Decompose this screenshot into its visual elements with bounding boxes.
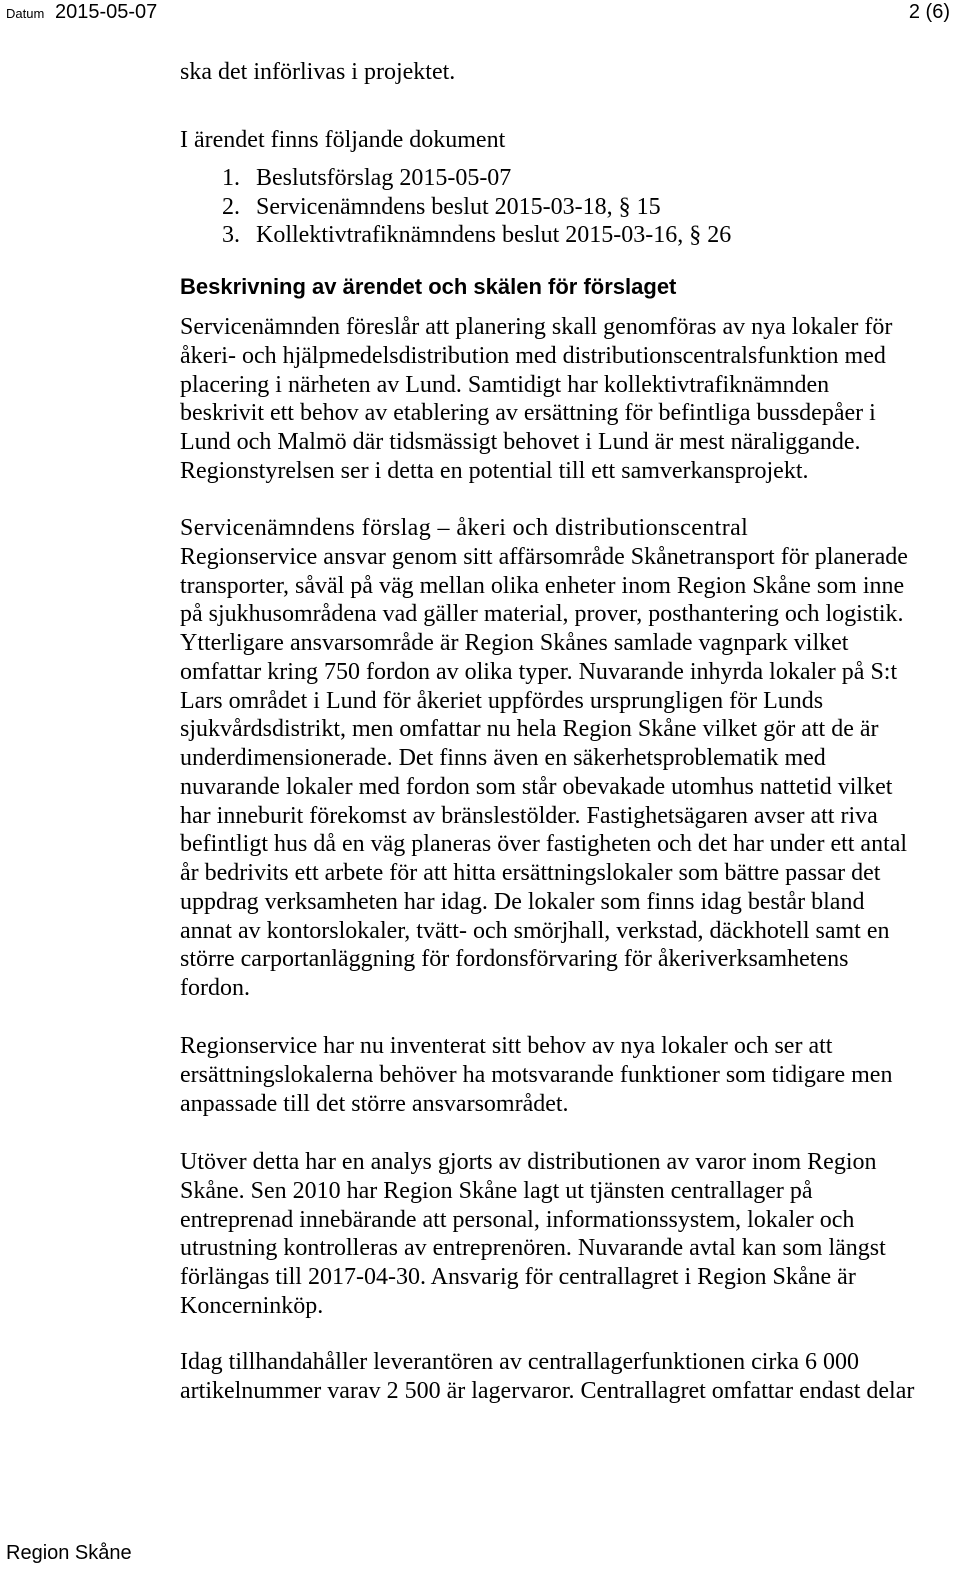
documents-intro-line: I ärendet finns följande dokument	[180, 127, 506, 153]
paragraph-line: sjukvårdsdistrikt, men omfattar nu hela Region Skåne vilket gör att de är	[180, 716, 879, 743]
paragraph-line: åkeri- och hjälpmedelsdistribution med distributionscentralsfunktion med	[180, 342, 886, 369]
documents-intro	[180, 126, 505, 155]
paragraph-line: entreprenad innebärande att personal, informationssystem, lokaler och	[180, 1206, 855, 1233]
document-date: 2015-05-07	[55, 1, 158, 23]
paragraph-line: Utöver detta har en analys gjorts av distributionen av varor inom Region	[180, 1149, 877, 1175]
footer-organization: Region Skåne	[6, 1542, 132, 1564]
section-heading: Beskrivning av ärendet och skälen för förslaget	[180, 274, 677, 299]
list-item-number: 2.	[222, 193, 240, 220]
list-item-number: 1.	[222, 165, 240, 191]
paragraph-line: Idag tillhandahåller leverantören av centrallagerfunktionen cirka 6 000	[180, 1349, 860, 1375]
paragraph-line: Servicenämnden föreslår att planering skall genomföras av nya lokaler för	[180, 314, 893, 340]
paragraph-line: annat av kontorslokaler, tvätt- och smörjhall, verkstad, däckhotell samt en	[180, 917, 890, 944]
documents-list	[0, 164, 960, 250]
paragraph-line: år bedrivits ett arbete för att hitta ersättningslokaler som bättre passar det	[180, 860, 881, 886]
paragraph-line: Regionservice har nu inventerat sitt behov av nya lokaler och ser att	[180, 1033, 833, 1059]
intro-line: ska det införlivas i projektet.	[180, 59, 456, 85]
paragraph-line: Skåne. Sen 2010 har Region Skåne lagt ut tjänsten centrallager på	[180, 1177, 813, 1204]
paragraph-line: Koncerninköp.	[180, 1292, 324, 1319]
intro-paragraph	[180, 58, 455, 87]
paragraph-line: beskrivit ett behov av etablering av ersättning för befintliga bussdepåer i	[180, 400, 876, 427]
paragraph-line: Lund och Malmö där tidsmässigt behovet i Lund är mest näraliggande.	[180, 429, 861, 455]
paragraph-line: Regionservice ansvar genom sitt affärsområde Skånetransport för planerade	[180, 543, 908, 570]
paragraph-line: har inneburit förekomst av bränslestölder. Fastighetsägaren avser att riva	[180, 802, 878, 829]
subheading: Servicenämndens förslag – åkeri och distributionscentral	[180, 515, 749, 541]
paragraph-line: omfattar kring 750 fordon av olika typer. Nuvarande inhyrda lokaler på S:t	[180, 658, 898, 685]
paragraph-line: placering i närheten av Lund. Samtidigt har kollektivtrafiknämnden	[180, 371, 830, 398]
paragraph-inventory	[180, 1032, 892, 1118]
paragraph-description	[180, 313, 892, 486]
paragraph-line: fordon.	[180, 975, 250, 1001]
paragraph-line: förlängas till 2017-04-30. Ansvarig för centrallagret i Region Skåne är	[180, 1264, 856, 1290]
paragraph-line: anpassade till det större ansvarsområdet.	[180, 1090, 569, 1117]
paragraph-analysis	[180, 1148, 886, 1321]
header-date-group	[6, 0, 157, 26]
page-number: 2 (6)	[908, 1, 950, 23]
paragraph-line: Ytterligare ansvarsområde är Region Skånes samlade vagnpark vilket	[180, 630, 849, 656]
page-header	[0, 0, 960, 26]
paragraph-line: ersättningslokalerna behöver ha motsvarande funktioner som tidigare men	[180, 1061, 893, 1088]
paragraph-line: befintligt hus då en väg planeras över fastigheten och det har under ett antal	[180, 831, 908, 858]
paragraph-central-warehouse	[180, 1348, 914, 1406]
date-label: Datum	[6, 6, 45, 21]
paragraph-line: artikelnummer varav 2 500 är lagervaror. Centrallagret omfattar endast delar	[180, 1377, 915, 1404]
list-item-text: Kollektivtrafiknämndens beslut 2015-03-16, § 26	[256, 222, 732, 249]
list-item	[0, 221, 960, 250]
list-item-text: Beslutsförslag 2015-05-07	[256, 165, 512, 191]
paragraph-line: på sjukhusområdena vad gäller material, prover, posthantering och logistik.	[180, 601, 904, 628]
paragraph-line: uppdrag verksamheten har idag. De lokaler som finns idag består bland	[180, 888, 865, 915]
paragraph-line: nuvarande lokaler med fordon som står obevakade utomhus nattetid vilket	[180, 773, 893, 800]
list-item	[0, 164, 960, 193]
list-item-number: 3.	[222, 222, 240, 249]
paragraph-line: underdimensionerade. Det finns även en säkerhetsproblematik med	[180, 745, 826, 771]
paragraph-line: Regionstyrelsen ser i detta en potential till ett samverkansprojekt.	[180, 457, 809, 484]
paragraph-line: större carportanläggning för fordonsförvaring för åkeriverksamhetens	[180, 946, 849, 973]
list-item	[0, 193, 960, 222]
paragraph-proposal	[180, 514, 908, 1003]
paragraph-line: utrustning kontrolleras av entreprenören. Nuvarande avtal kan som längst	[180, 1235, 886, 1262]
paragraph-line: Lars området i Lund för åkeriet uppfördes ursprungligen för Lunds	[180, 687, 824, 714]
list-item-text: Servicenämndens beslut 2015-03-18, § 15	[256, 193, 661, 220]
paragraph-line: transporter, såväl på väg mellan olika enheter inom Region Skåne som inne	[180, 572, 905, 599]
